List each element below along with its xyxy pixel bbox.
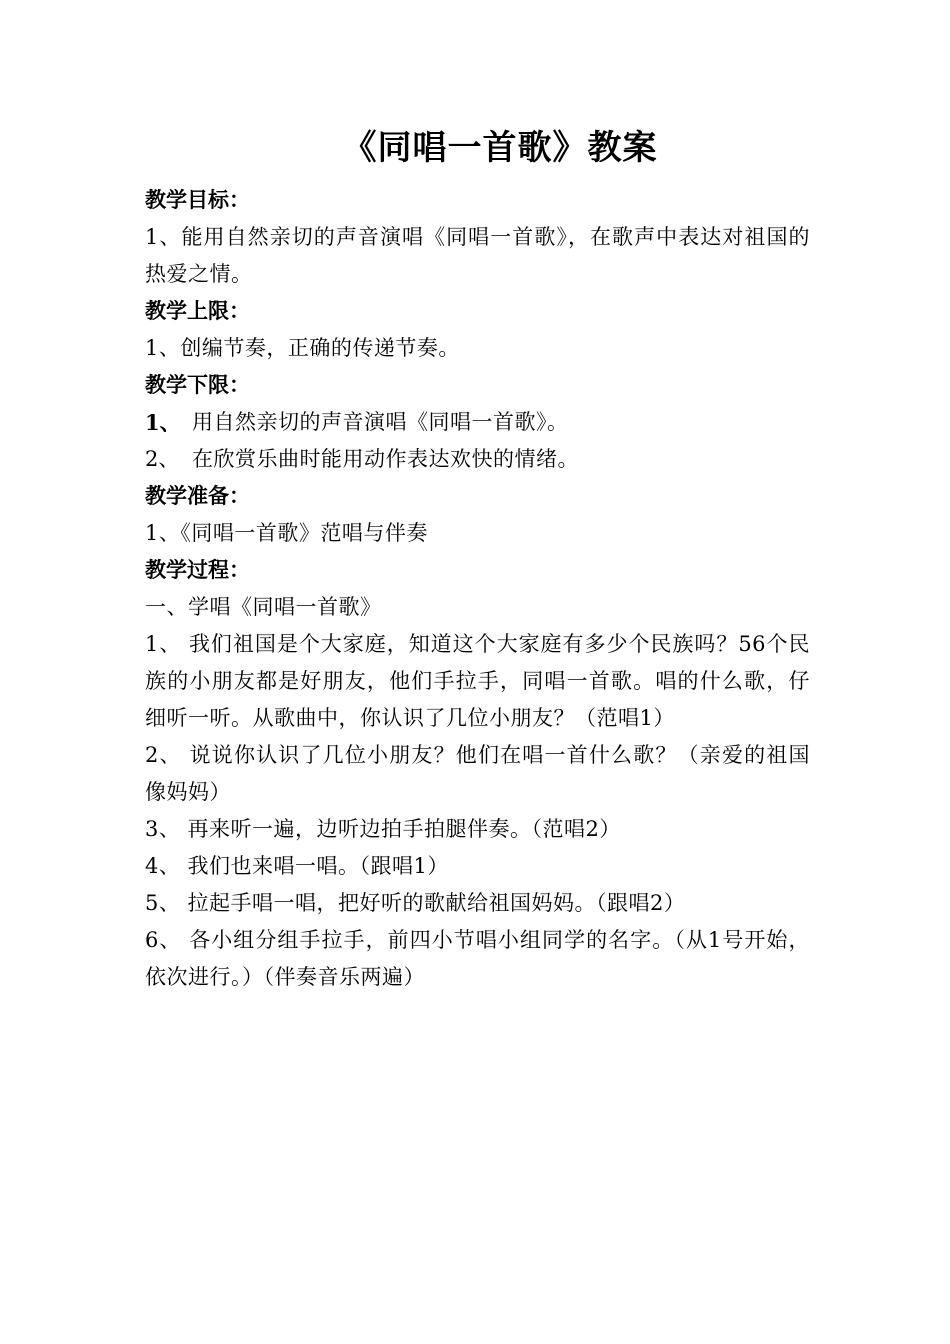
process-step: 3、 再来听一遍，边听边拍手拍腿伴奏。（范唱2） xyxy=(145,817,621,841)
lower-limit-item-text: 在欣赏乐曲时能用动作表达欢快的情绪。 xyxy=(192,447,579,471)
upper-limit-heading: 教学上限： xyxy=(145,299,250,323)
process-step: 2、 说说你认识了几位小朋友？他们在唱一首什么歌？（亲爱的祖国像妈妈） xyxy=(145,743,810,804)
document-body xyxy=(145,182,810,996)
process-step: 5、 拉起手唱一唱，把好听的歌献给祖国妈妈。（跟唱2） xyxy=(145,891,686,915)
preparation-text: 1、《同唱一首歌》范唱与伴奏 xyxy=(145,521,428,545)
lower-limit-item-number: 2、 xyxy=(145,447,180,471)
lower-limit-item-text: 用自然亲切的声音演唱《同唱一首歌》。 xyxy=(192,410,569,434)
lower-limit-heading: 教学下限： xyxy=(145,373,250,397)
lower-limit-item-number: 1、 xyxy=(145,410,181,435)
process-step: 6、 各小组分组手拉手，前四小节唱小组同学的名字。（从1号开始，依次进行。）（伴奏音乐两遍） xyxy=(145,928,810,989)
process-subheading: 一、学唱《同唱一首歌》 xyxy=(145,595,382,619)
objectives-heading: 教学目标： xyxy=(145,188,250,212)
lower-limit-item xyxy=(145,441,810,478)
process-step: 1、 我们祖国是个大家庭，知道这个大家庭有多少个民族吗？56个民族的小朋友都是好朋友，他们手拉手，同唱一首歌。唱的什么歌，仔细听一听。从歌曲中，你认识了几位小朋友？（范唱1） xyxy=(145,632,810,730)
process-step: 4、 我们也来唱一唱。（跟唱1） xyxy=(145,854,449,878)
objectives-text: 1、能用自然亲切的声音演唱《同唱一首歌》，在歌声中表达对祖国的热爱之情。 xyxy=(145,225,810,286)
upper-limit-text: 1、创编节奏，正确的传递节奏。 xyxy=(145,336,460,360)
preparation-heading: 教学准备： xyxy=(145,484,250,508)
process-heading: 教学过程： xyxy=(145,558,250,582)
document-title: 《同唱一首歌》教案 xyxy=(342,128,658,168)
lower-limit-item xyxy=(145,404,810,441)
